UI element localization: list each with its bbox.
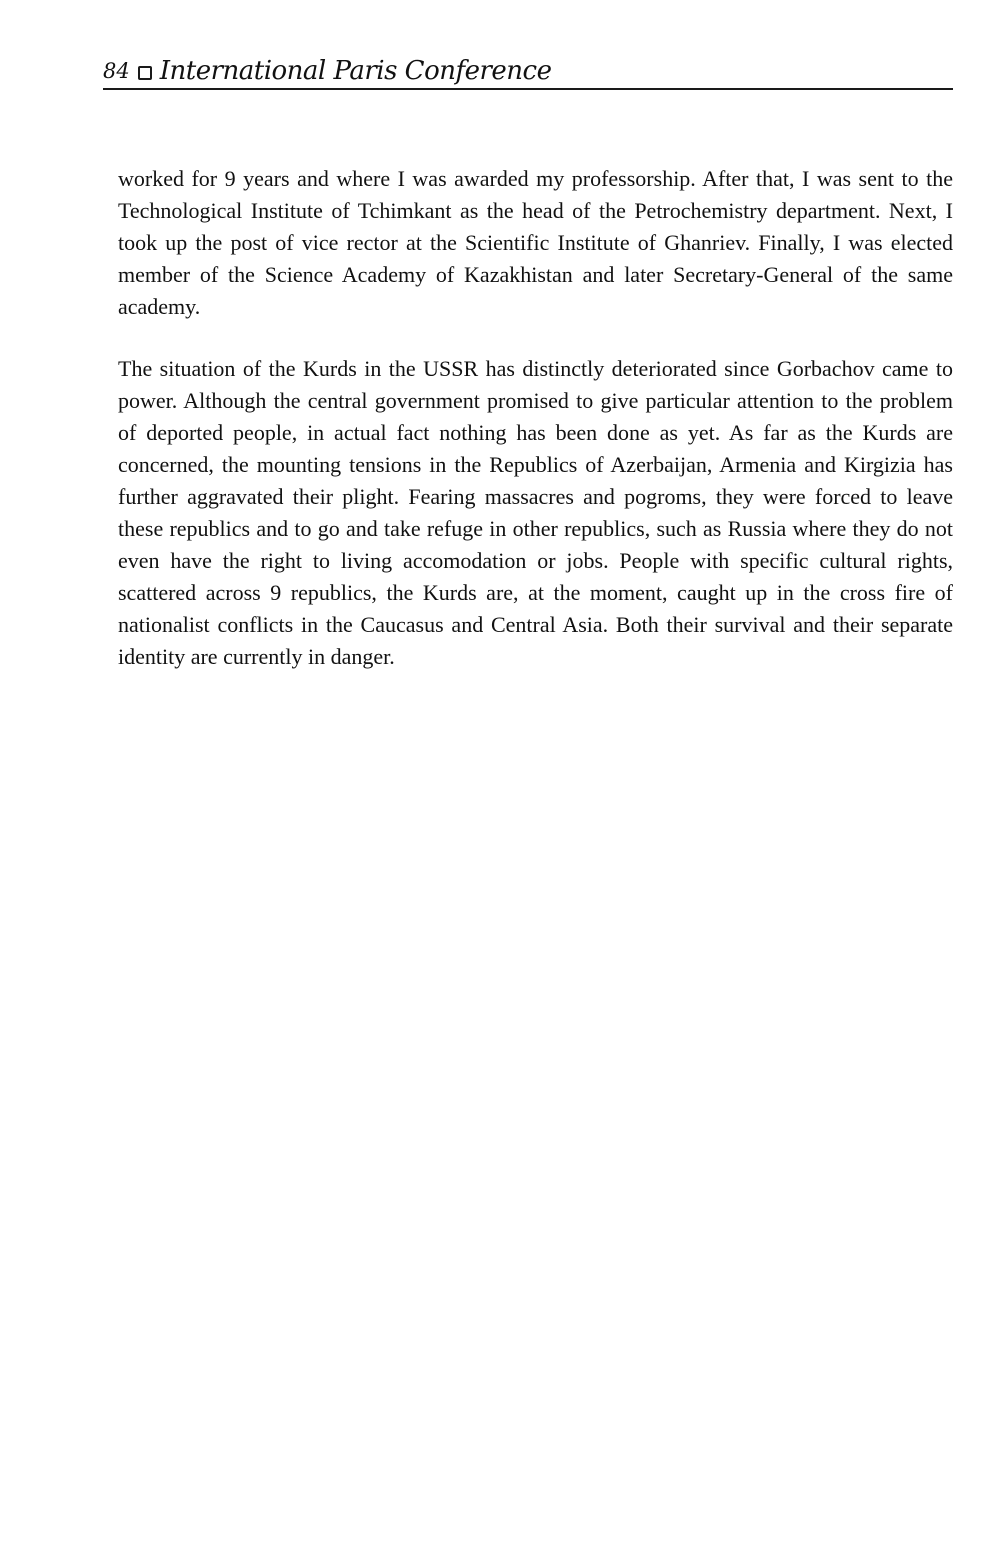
page-number: 84 bbox=[103, 59, 130, 83]
book-title: International Paris Conference bbox=[159, 56, 552, 86]
square-box-icon bbox=[138, 66, 152, 80]
body-text bbox=[118, 163, 953, 703]
paragraph-1: worked for 9 years and where I was awarded my professorship. After that, I was sent to the Technological Institute of Tchimkant as the head of the Petrochemistry department. Next, I took up the post of vice rector at the Scientific Institute of Ghanriev. Finally, I was elected member of the Science Academy of Kazakhistan and later Secretary-General of the same academy. bbox=[118, 166, 953, 319]
running-header bbox=[103, 50, 953, 90]
paragraph-2: The situation of the Kurds in the USSR has distinctly deteriorated since Gorbachov came to power. Although the central government promised to give particular attention to the problem of deported people, in actual fact nothing has been done as yet. As far as the Kurds are concerned, the mounting tensions in the Republics of Azerbaijan, Armenia and Kirgizia has further aggravated their plight. Fearing massacres and pogroms, they were forced to leave these republics and to go and take refuge in other republics, such as Russia where they do not even have the right to living accomodation or jobs. People with specific cultural rights, scattered across 9 republics, the Kurds are, at the moment, caught up in the cross fire of nationalist conflicts in the Caucasus and Central Asia. Both their survival and their separate identity are currently in danger. bbox=[118, 356, 953, 669]
